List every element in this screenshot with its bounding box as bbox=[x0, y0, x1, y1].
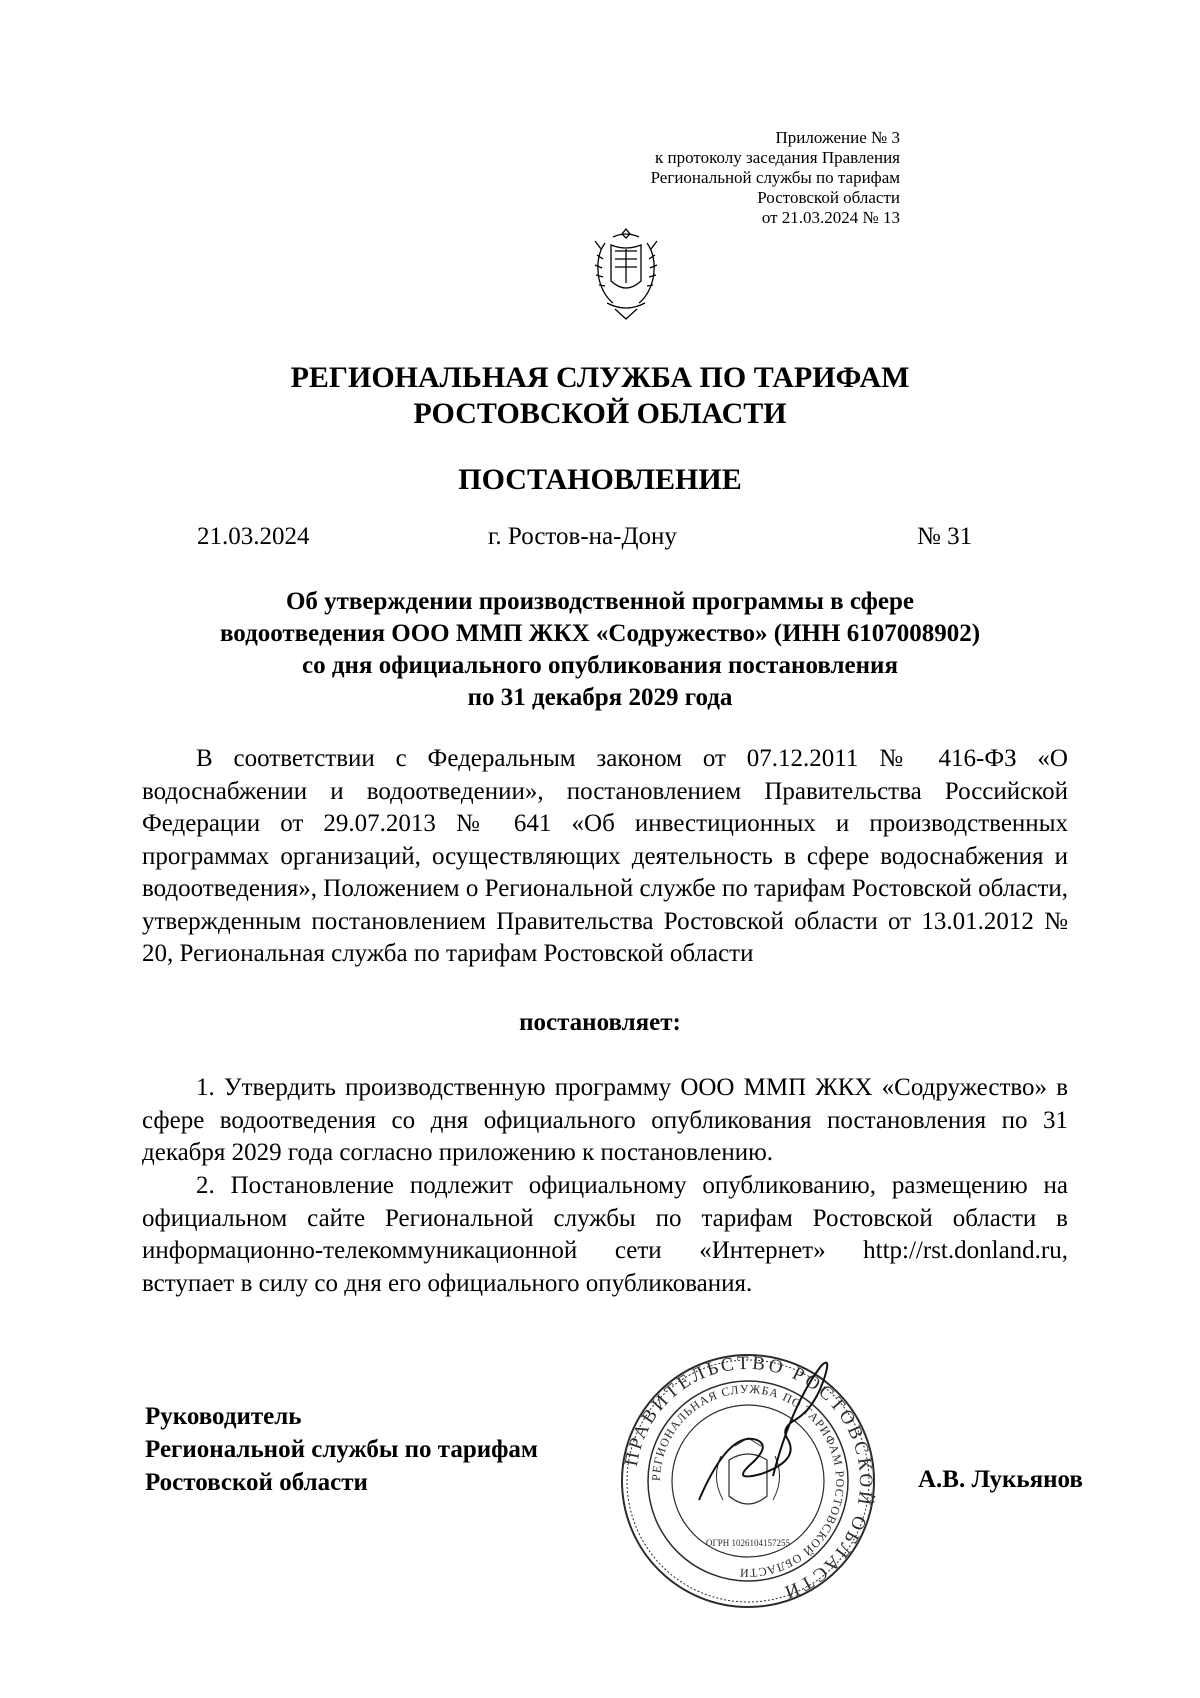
signatory-title-line: Руководитель bbox=[145, 1403, 302, 1430]
subject-line: по 31 декабря 2029 года bbox=[467, 684, 733, 711]
seal-outer-text: ПРАВИТЕЛЬСТВО РОСТОВСКОЙ ОБЛАСТИ bbox=[620, 1352, 877, 1604]
decree-word: постановляет: bbox=[519, 1009, 681, 1036]
svg-text:РЕГИОНАЛЬНАЯ СЛУЖБА ПО ТАРИФАМ bbox=[649, 1382, 847, 1580]
subject-line: со дня официального опубликования постановления bbox=[302, 652, 898, 679]
document-date: 21.03.2024 bbox=[197, 523, 310, 550]
decision-item-1: 1. Утвердить производственную программу ООО ММП ЖКХ «Содружество» в сфере водоотведения со дня официального опубликования постановления по 31 декабря 2029 года согласно приложению к постановлению. bbox=[142, 1074, 1068, 1166]
document-city: г. Ростов-на-Дону bbox=[488, 523, 677, 550]
signatory-name: А.В. Лукьянов bbox=[918, 1466, 1083, 1493]
annex-line: от 21.03.2024 № 13 bbox=[761, 208, 900, 227]
annex-line: Приложение № 3 bbox=[775, 128, 900, 147]
document-subject bbox=[150, 586, 1050, 714]
official-seal-icon bbox=[617, 1350, 879, 1612]
annex-line: к протоколу заседания Правления bbox=[655, 148, 900, 167]
preamble-paragraph: В соответствии с Федеральным законом от 07.12.2011 № 416-ФЗ «О водоснабжении и водоотведении», постановлением Правительства Российской Федерации от 29.07.2013 № 641 «Об инвестиционных и производственных программах организаций, осуществляющих деятельность в сфере водоснабжения и водоотведения», Положением о Региональной службе по тарифам Ростовской области, утвержденным постановлением Правительства Ростовской области от 13.01.2012 № 20, Региональная служба по тарифам Ростовской области bbox=[142, 745, 1068, 967]
subject-line: Об утверждении производственной программы в сфере bbox=[285, 588, 915, 615]
signatory-title-line: Региональной службы по тарифам bbox=[145, 1436, 538, 1463]
coat-of-arms-icon bbox=[585, 225, 667, 323]
document-number: № 31 bbox=[917, 523, 973, 550]
organization-name bbox=[0, 360, 1200, 432]
annex-line: Региональной службы по тарифам bbox=[650, 168, 900, 187]
seal-inner-text: РЕГИОНАЛЬНАЯ СЛУЖБА ПО ТАРИФАМ РОСТОВСКОЙ ОБЛАСТИ bbox=[648, 1381, 848, 1581]
document-type: ПОСТАНОВЛЕНИЕ bbox=[458, 463, 742, 496]
signatory-title-line: Ростовской области bbox=[145, 1469, 368, 1496]
annex-note bbox=[580, 128, 900, 228]
org-line: РОСТОВСКОЙ ОБЛАСТИ bbox=[413, 397, 787, 430]
seal-ogrn: ОГРН 1026104157255 bbox=[706, 1538, 790, 1548]
subject-line: водоотведения ООО ММП ЖКХ «Содружество» (ИНН 6107008902) bbox=[219, 620, 981, 647]
decision-item-2: 2. Постановление подлежит официальному опубликованию, размещению на официальном сайте Региональной службы по тарифам Ростовской области в информационно-телекоммуникационной сети «Интернет» http://rst.donland.ru, вступает в силу со дня его официального опубликования. bbox=[142, 1172, 1068, 1297]
annex-line: Ростовской области bbox=[757, 188, 900, 207]
signatory-title bbox=[145, 1400, 538, 1499]
org-line: РЕГИОНАЛЬНАЯ СЛУЖБА ПО ТАРИФАМ bbox=[290, 361, 910, 394]
